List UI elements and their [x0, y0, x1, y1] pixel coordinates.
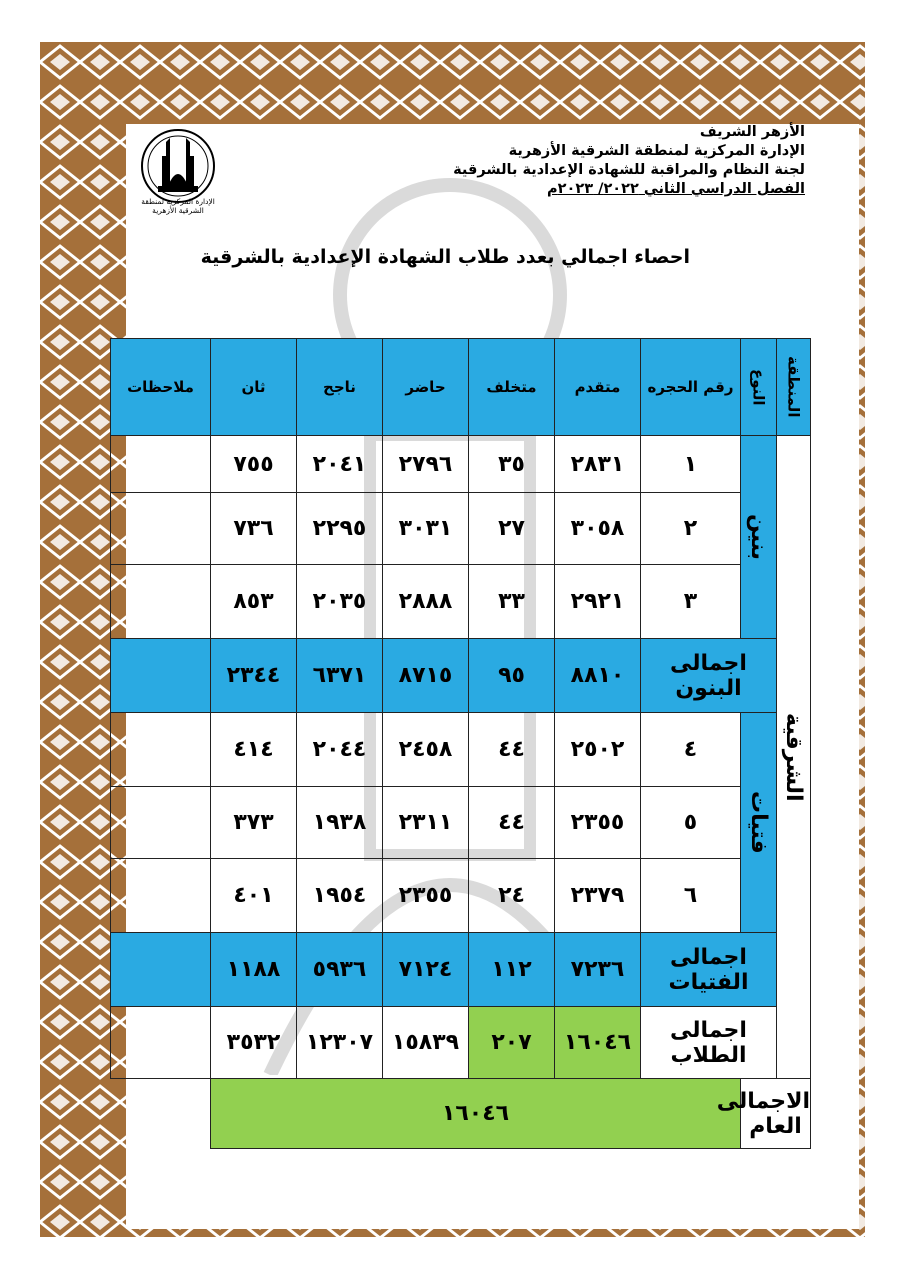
- second-cell: ٣٥٣٢: [211, 1007, 297, 1079]
- students-total-row: [111, 1007, 811, 1079]
- applied-cell: ٢٣٥٥: [555, 787, 641, 859]
- second-cell: ٨٥٣: [211, 565, 297, 639]
- page-title: احصاء اجمالي بعدد طلاب الشهادة الإعدادية بالشرقية: [200, 246, 690, 268]
- header-line-semester: الفصل الدراسي الثاني ٢٠٢٢/ ٢٠٢٣م: [547, 181, 805, 197]
- notes-cell: [111, 713, 211, 787]
- col-header-region: المنطقة: [777, 339, 811, 436]
- absent-cell: ٣٣: [469, 565, 555, 639]
- students-total-label: اجمالى الطلاب: [641, 1007, 777, 1079]
- table-row: [111, 493, 811, 565]
- girls-total-label: اجمالى الفتيات: [641, 933, 777, 1007]
- second-cell: ٤٠١: [211, 859, 297, 933]
- students-stats-table: [110, 338, 811, 1149]
- applied-cell: ٢٥٠٢: [555, 713, 641, 787]
- girls-total-row: [111, 933, 811, 1007]
- col-header-present: حاضر: [383, 339, 469, 436]
- second-cell: ٧٥٥: [211, 436, 297, 493]
- second-cell: ٧٣٦: [211, 493, 297, 565]
- passed-cell: ١٩٥٤: [297, 859, 383, 933]
- table-row: [111, 436, 811, 493]
- passed-cell: ٦٣٧١: [297, 639, 383, 713]
- notes-cell: [111, 639, 211, 713]
- second-cell: ١١٨٨: [211, 933, 297, 1007]
- passed-cell: ١٩٣٨: [297, 787, 383, 859]
- notes-cell: [111, 1007, 211, 1079]
- col-header-notes: ملاحظات: [111, 339, 211, 436]
- table-row: [111, 713, 811, 787]
- present-cell: ٢٣٥٥: [383, 859, 469, 933]
- room-cell: ٥: [641, 787, 741, 859]
- col-header-second: ثان: [211, 339, 297, 436]
- passed-cell: ٢٠٤١: [297, 436, 383, 493]
- grand-total-value: ١٦٠٤٦: [211, 1079, 741, 1149]
- boys-total-row: [111, 639, 811, 713]
- table-row: [111, 859, 811, 933]
- absent-cell: ٤٤: [469, 713, 555, 787]
- logo-caption: [122, 197, 234, 215]
- passed-cell: ٢٠٤٤: [297, 713, 383, 787]
- col-header-room: رقم الحجره: [641, 339, 741, 436]
- notes-cell: [111, 859, 211, 933]
- passed-cell: ٥٩٣٦: [297, 933, 383, 1007]
- passed-cell: ٢٠٣٥: [297, 565, 383, 639]
- absent-cell: ٢٠٧: [469, 1007, 555, 1079]
- present-cell: ٢٣١١: [383, 787, 469, 859]
- boys-type-cell: بنين: [741, 436, 777, 639]
- applied-cell: ٧٢٣٦: [555, 933, 641, 1007]
- room-cell: ٣: [641, 565, 741, 639]
- grand-total-row: [111, 1079, 811, 1149]
- applied-cell: ٢٨٣١: [555, 436, 641, 493]
- applied-cell: ٣٠٥٨: [555, 493, 641, 565]
- present-cell: ٢٧٩٦: [383, 436, 469, 493]
- present-cell: ١٥٨٣٩: [383, 1007, 469, 1079]
- present-cell: ٢٨٨٨: [383, 565, 469, 639]
- document-header: [385, 123, 805, 199]
- passed-cell: ٢٢٩٥: [297, 493, 383, 565]
- present-cell: ٣٠٣١: [383, 493, 469, 565]
- present-cell: ٢٤٥٨: [383, 713, 469, 787]
- table-row: [111, 565, 811, 639]
- notes-cell: [111, 493, 211, 565]
- header-line-committee: لجنة النظام والمراقبة للشهادة الإعدادية بالشرقية: [453, 162, 805, 178]
- present-cell: ٨٧١٥: [383, 639, 469, 713]
- second-cell: ٣٧٣: [211, 787, 297, 859]
- notes-cell: [111, 787, 211, 859]
- logo-caption-line2: الشرقية الأزهرية: [152, 206, 204, 215]
- table-row: [111, 787, 811, 859]
- table-header-row: [111, 339, 811, 436]
- applied-cell: ٢٣٧٩: [555, 859, 641, 933]
- notes-cell: [111, 436, 211, 493]
- absent-cell: ٩٥: [469, 639, 555, 713]
- absent-cell: ٢٧: [469, 493, 555, 565]
- second-cell: ٤١٤: [211, 713, 297, 787]
- col-header-absent: متخلف: [469, 339, 555, 436]
- logo-caption-line1: الإدارة المركزية لمنطقة: [141, 197, 215, 206]
- second-cell: ٢٣٤٤: [211, 639, 297, 713]
- room-cell: ٦: [641, 859, 741, 933]
- boys-total-label: اجمالى البنون: [641, 639, 777, 713]
- applied-cell: ٢٩٢١: [555, 565, 641, 639]
- applied-cell: ١٦٠٤٦: [555, 1007, 641, 1079]
- absent-cell: ٢٤: [469, 859, 555, 933]
- region-cell: الشرقية: [777, 436, 811, 1079]
- header-line-azhar: الأزهر الشريف: [699, 124, 805, 140]
- col-header-passed: ناجح: [297, 339, 383, 436]
- passed-cell: ١٢٣٠٧: [297, 1007, 383, 1079]
- notes-cell: [111, 933, 211, 1007]
- notes-cell: [111, 565, 211, 639]
- absent-cell: ٤٤: [469, 787, 555, 859]
- header-line-administration: الإدارة المركزية لمنطقة الشرقية الأزهرية: [508, 143, 805, 159]
- col-header-applied: متقدم: [555, 339, 641, 436]
- absent-cell: ١١٢: [469, 933, 555, 1007]
- room-cell: ١: [641, 436, 741, 493]
- grand-total-label: الاجمالى العام: [741, 1079, 811, 1149]
- col-header-type: النوع: [741, 339, 777, 436]
- room-cell: ٤: [641, 713, 741, 787]
- applied-cell: ٨٨١٠: [555, 639, 641, 713]
- absent-cell: ٣٥: [469, 436, 555, 493]
- room-cell: ٢: [641, 493, 741, 565]
- present-cell: ٧١٢٤: [383, 933, 469, 1007]
- girls-type-cell: فتيات: [741, 713, 777, 933]
